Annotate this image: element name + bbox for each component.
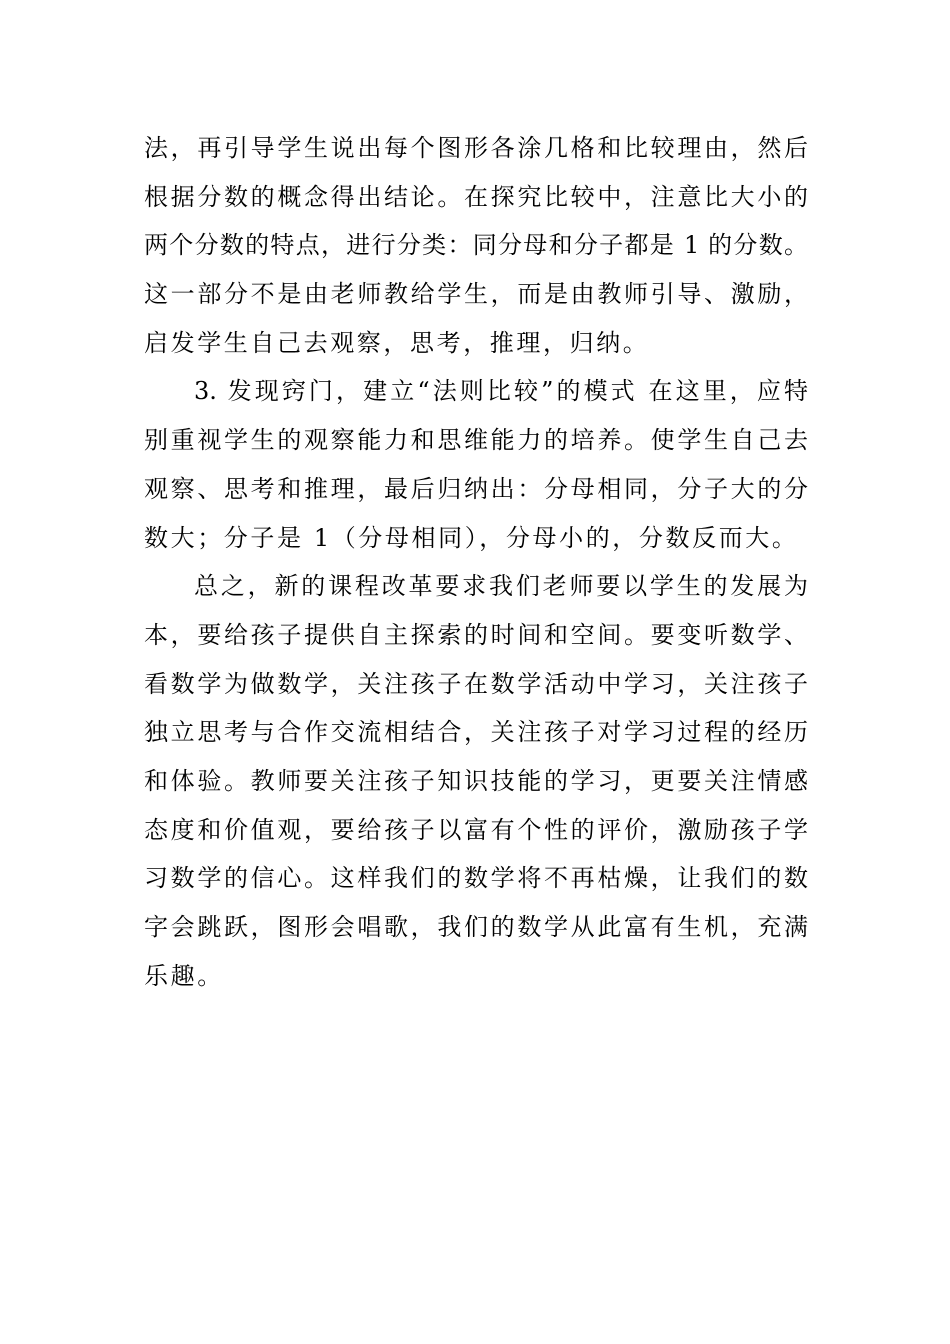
- text-line: 这一部分不是由老师教给学生，而是由教师引导、激励，: [144, 280, 808, 309]
- text-line: 根据分数的概念得出结论。在探究比较中，注意比大小的: [144, 182, 808, 211]
- text-line: 字会跳跃，图形会唱歌，我们的数学从此富有生机，充满: [144, 913, 808, 941]
- text-line: 数大；分子是 1（分母相同），分母小的，分数反而大。: [144, 523, 799, 552]
- text-line: 看数学为做数学，关注孩子在数学活动中学习，关注孩子: [144, 669, 808, 698]
- section-heading-line: 3. 发现窍门，建立“法则比较”的模式 在这里，应特: [194, 377, 808, 406]
- text-line: 启发学生自己去观察，思考，推理，归纳。: [144, 328, 650, 357]
- paragraph-first-line: 总之，新的课程改革要求我们老师要以学生的发展为: [194, 572, 808, 601]
- text-line: 习数学的信心。这样我们的数学将不再枯燥，让我们的数: [144, 864, 808, 893]
- text-line: 两个分数的特点，进行分类：同分母和分子都是 1 的分数。: [144, 231, 808, 260]
- text-line: 观察、思考和推理，最后归纳出：分母相同，分子大的分: [144, 474, 808, 503]
- text-line: 法，再引导学生说出每个图形各涂几格和比较理由，然后: [144, 134, 808, 162]
- text-line: 独立思考与合作交流相结合，关注孩子对学习过程的经历: [144, 718, 808, 747]
- text-line: 别重视学生的观察能力和思维能力的培养。使学生自己去: [144, 426, 808, 455]
- text-line: 乐趣。: [144, 961, 224, 990]
- text-line: 态度和价值观，要给孩子以富有个性的评价，激励孩子学: [144, 815, 808, 844]
- document-body: [144, 124, 808, 1000]
- text-line: 和体验。教师要关注孩子知识技能的学习，更要关注情感: [144, 766, 808, 795]
- text-line: 本，要给孩子提供自主探索的时间和空间。要变听数学、: [144, 620, 808, 649]
